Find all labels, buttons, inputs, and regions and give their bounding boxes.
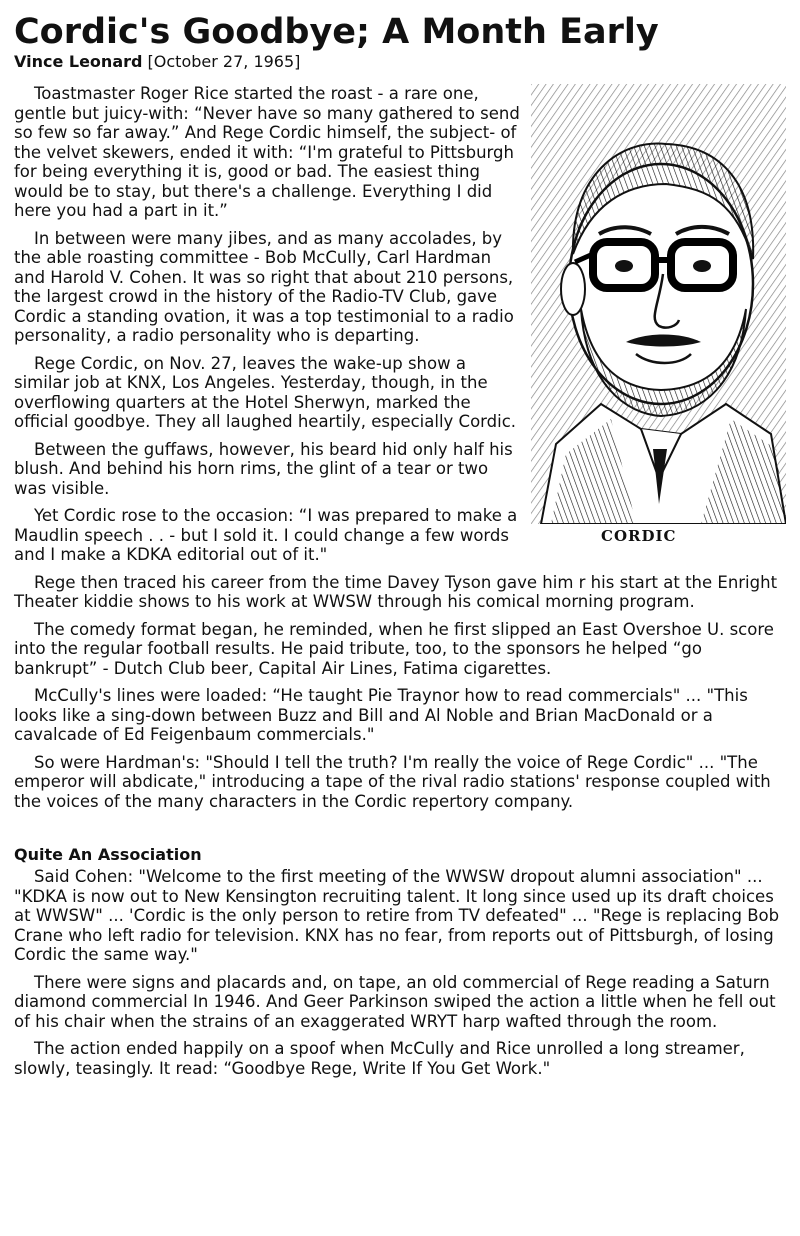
paragraph: McCully's lines were loaded: “He taught Pie Traynor how to read commercials" ... "This looks like a sing-down between Buzz and Bill and Al Noble and Brian MacDonald or a cavalcade of Ed Feigenbaum commercials." bbox=[14, 686, 748, 744]
byline-date: [October 27, 1965] bbox=[147, 52, 301, 71]
paragraph: There were signs and placards and, on tape, an old commercial of Rege reading a Saturn diamond commercial In 1946. And Geer Parkinson swiped the action a little when he fell out of his chair when the strains of an exaggerated WRYT harp wafted through the room. bbox=[14, 972, 776, 1031]
paragraph: Between the guffaws, however, his beard hid only half his blush. And behind his horn rims, the glint of a tear or two was visible. bbox=[14, 439, 513, 498]
section-heading: Quite An Association bbox=[14, 845, 202, 864]
paragraph: So were Hardman's: "Should I tell the truth? I'm really the voice of Rege Cordic" ... "The emperor will abdicate," introducing a tape of the rival radio stations' response coupled with the voices of the many characters in the Cordic repertory company. bbox=[14, 752, 771, 811]
paragraph: Rege then traced his career from the time Davey Tyson gave him r his start at the Enright Theater kiddie shows to his work at WWSW through his comical morning program. bbox=[14, 572, 778, 611]
paragraph: Yet Cordic rose to the occasion: “I was prepared to make a Maudlin speech . . - but I sold it. I could change a few words and I make a KDKA editorial out of it." bbox=[14, 506, 518, 564]
portrait-illustration bbox=[531, 84, 786, 554]
byline-author: Vince Leonard bbox=[14, 52, 143, 71]
paragraph: Rege Cordic, on Nov. 27, leaves the wake-up show a similar job at KNX, Los Angeles. Yesterday, though, in the overflowing quarters at the Hotel Sherwyn, marked the official goodbye. They all laughed heartily, especially Cordic. bbox=[14, 353, 517, 431]
byline bbox=[14, 52, 786, 72]
paragraph: Toastmaster Roger Rice started the roast - a rare one, gentle but juicy-with: “Never have so many gathered to send so few so far away.” And Rege Cordic himself, the subject- of the velvet skewers, ended it with: “I'm grateful to Pittsburgh for being everything it is, good or bad. The easiest thing would be to stay, but there's a challenge. Everything I did here you had a part in it.” bbox=[14, 84, 520, 220]
paragraph: Said Cohen: "Welcome to the first meeting of the WWSW dropout alumni association" ... "KDKA is now out to New Kensington recruiting talent. It long since used up its draft choices at WWSW" ... 'Cordic is the only person to retire from TV defeated" ... "Rege is replacing Bob Crane who left radio for television. KNX has no fear, from reports out of Pittsburgh, of losing Cordic the same way." bbox=[14, 867, 780, 964]
paragraph: The action ended happily on a spoof when McCully and Rice unrolled a long streamer, slowly, teasingly. It read: “Goodbye Rege, Write If You Get Work." bbox=[14, 1039, 745, 1078]
paragraph: In between were many jibes, and as many accolades, by the able roasting committee - Bob McCully, Carl Hardman and Harold V. Cohen. It was so right that about 210 persons, the largest crowd in the history of the Radio-TV Club, gave Cordic a standing ovation, it was a top testimonial to a radio personality, a radio personality who is departing. bbox=[14, 228, 514, 345]
paragraph: The comedy format began, he reminded, when he first slipped an East Overshoe U. score into the regular football results. He paid tribute, too, to the sponsors he helped “go bankrupt” - Dutch Club beer, Capital Air Lines, Fatima cigarettes. bbox=[14, 619, 774, 678]
portrait-drawing bbox=[531, 84, 786, 524]
portrait-caption: CORDIC bbox=[601, 527, 677, 545]
headline: Cordic's Goodbye; A Month Early bbox=[14, 12, 659, 52]
